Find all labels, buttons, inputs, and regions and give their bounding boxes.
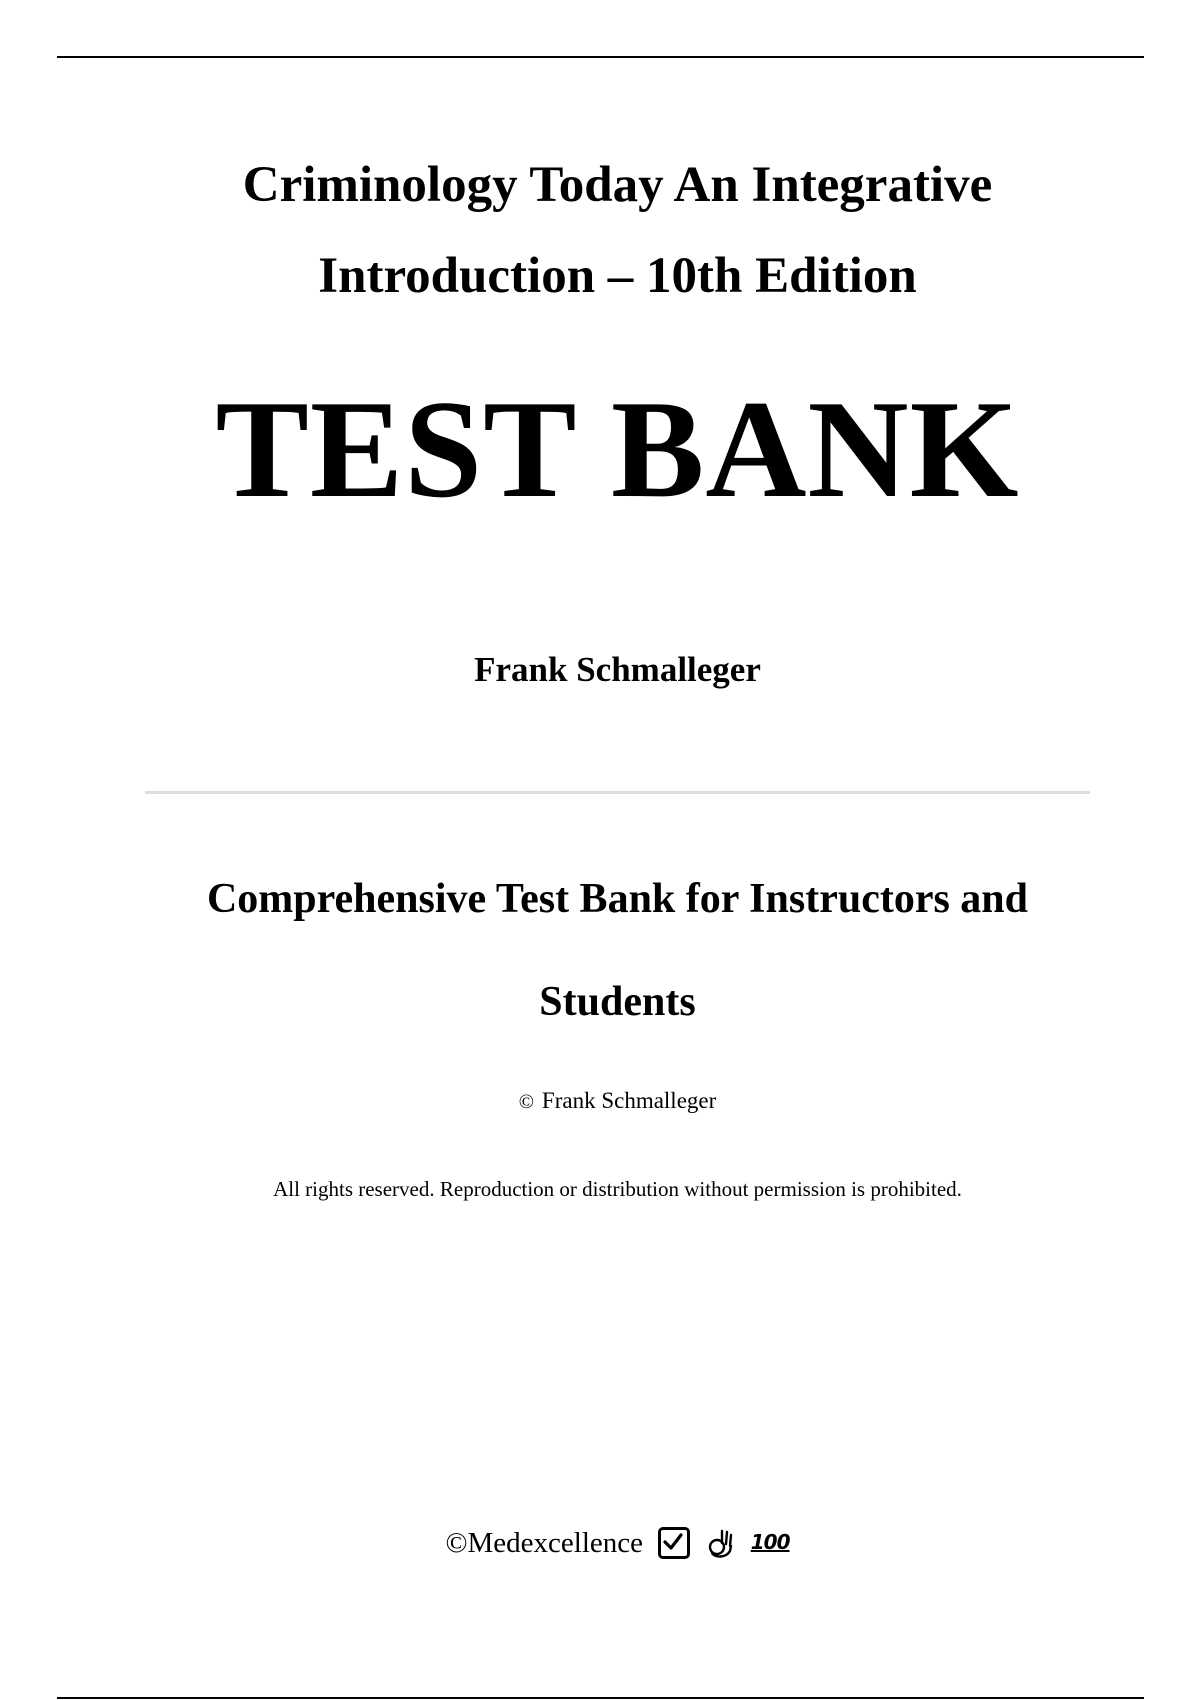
footer-watermark	[0, 1523, 1200, 1565]
hundred-points-icon: 100	[750, 1530, 790, 1555]
ok-hand-icon	[706, 1527, 736, 1559]
section-divider	[145, 791, 1090, 794]
copyright-symbol: ©	[518, 1091, 534, 1113]
subtitle-line-2: Students	[539, 979, 696, 1025]
top-rule	[57, 56, 1144, 58]
book-title-line-1: Criminology Today An Integrative	[242, 157, 993, 213]
copyright-holder: Frank Schmalleger	[541, 1088, 717, 1113]
copyright-line	[0, 1086, 1200, 1117]
test-bank-heading: TEST BANK	[215, 372, 1020, 527]
book-title-line-2: Introduction – 10th Edition	[318, 248, 917, 304]
author-name: Frank Schmalleger	[474, 650, 761, 689]
footer-brand: ©Medexcellence	[445, 1527, 644, 1559]
book-title	[0, 140, 1200, 322]
check-box-icon	[658, 1527, 690, 1559]
subtitle	[0, 848, 1200, 1054]
subtitle-line-1: Comprehensive Test Bank for Instructors and	[206, 876, 1029, 922]
bottom-rule	[57, 1697, 1144, 1699]
rights-notice: All rights reserved. Reproduction or distribution without permission is prohibited.	[273, 1177, 962, 1201]
